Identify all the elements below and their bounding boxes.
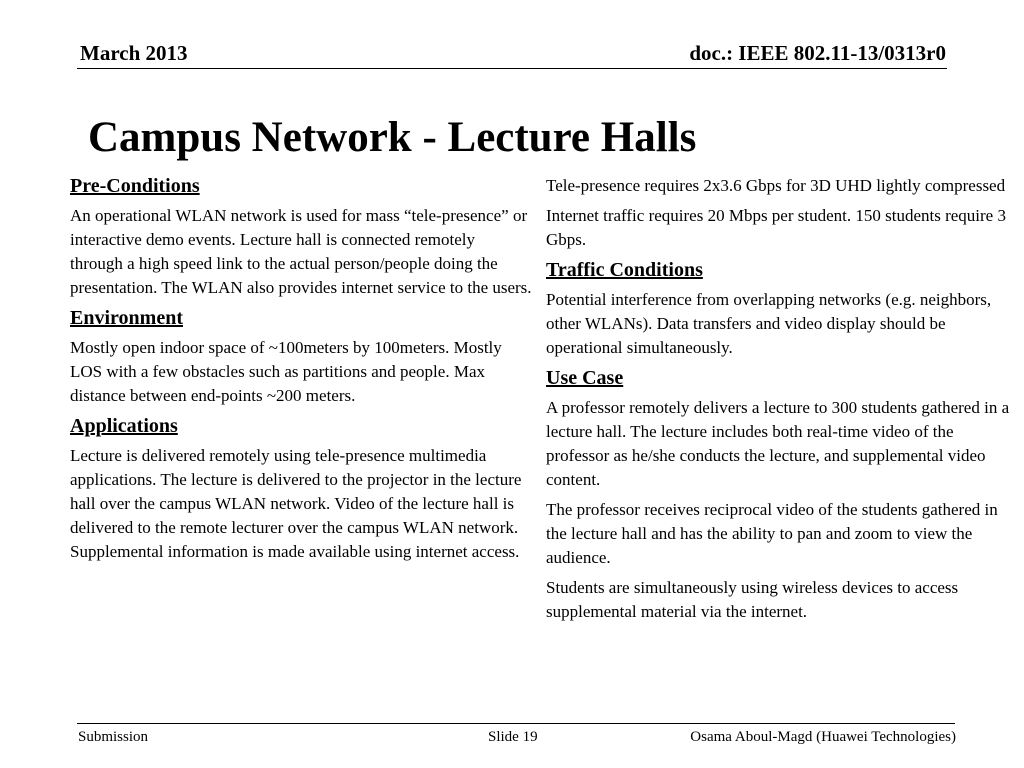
applications-text: Lecture is delivered remotely using tele-presence multimedia applications. The lecture is delivered to the projector in the lecture hall over the campus WLAN network. Video of the lecture hall is delivered to the remote lecturer over the campus WLAN network. Supplemental information is made available using internet access. — [70, 446, 522, 561]
applications-heading: Applications — [70, 415, 178, 437]
right-column — [546, 174, 1016, 630]
internet-traffic-text: Internet traffic requires 20 Mbps per student. 150 students require 3 Gbps. — [546, 206, 1006, 249]
traffic-conditions-heading: Traffic Conditions — [546, 259, 703, 281]
use-case-text-2: The professor receives reciprocal video of the students gathered in the lecture hall and has the ability to pan and zoom to view the audience. — [546, 500, 998, 567]
traffic-conditions-text: Potential interference from overlapping networks (e.g. neighbors, other WLANs). Data transfers and video display should be operational simultaneously. — [546, 290, 992, 357]
environment-heading: Environment — [70, 307, 183, 329]
telepresence-text: Tele-presence requires 2x3.6 Gbps for 3D UHD lightly compressed — [546, 176, 1006, 195]
preconditions-heading: Pre-Conditions — [70, 175, 200, 197]
footer-author: Osama Aboul-Magd (Huawei Technologies) — [690, 729, 956, 745]
header-date: March 2013 — [80, 41, 188, 65]
use-case-text-1: A professor remotely delivers a lecture to 300 students gathered in a lecture hall. The lecture includes both real-time video of the professor as he/she conducts the lecture, and supplemental video content. — [546, 398, 1010, 489]
preconditions-text: An operational WLAN network is used for mass “tele-presence” or interactive demo events. Lecture hall is connected remotely through a high speed link to the actual person/people doing the presentation. The WLAN also provides internet service to the users. — [70, 206, 532, 297]
header-doc-id: doc.: IEEE 802.11-13/0313r0 — [689, 41, 946, 65]
use-case-text-3: Students are simultaneously using wireless devices to access supplemental material via the internet. — [546, 578, 959, 621]
header-divider — [77, 68, 947, 69]
footer-divider — [77, 723, 955, 724]
environment-text: Mostly open indoor space of ~100meters by 100meters. Mostly LOS with a few obstacles such as partitions and people. Max distance between end-points ~200 meters. — [70, 338, 502, 405]
footer-slide-number: Slide 19 — [488, 729, 538, 745]
footer-submission: Submission — [78, 729, 149, 745]
slide-title: Campus Network - Lecture Halls — [88, 114, 697, 161]
left-column — [70, 174, 532, 570]
use-case-heading: Use Case — [546, 367, 624, 389]
